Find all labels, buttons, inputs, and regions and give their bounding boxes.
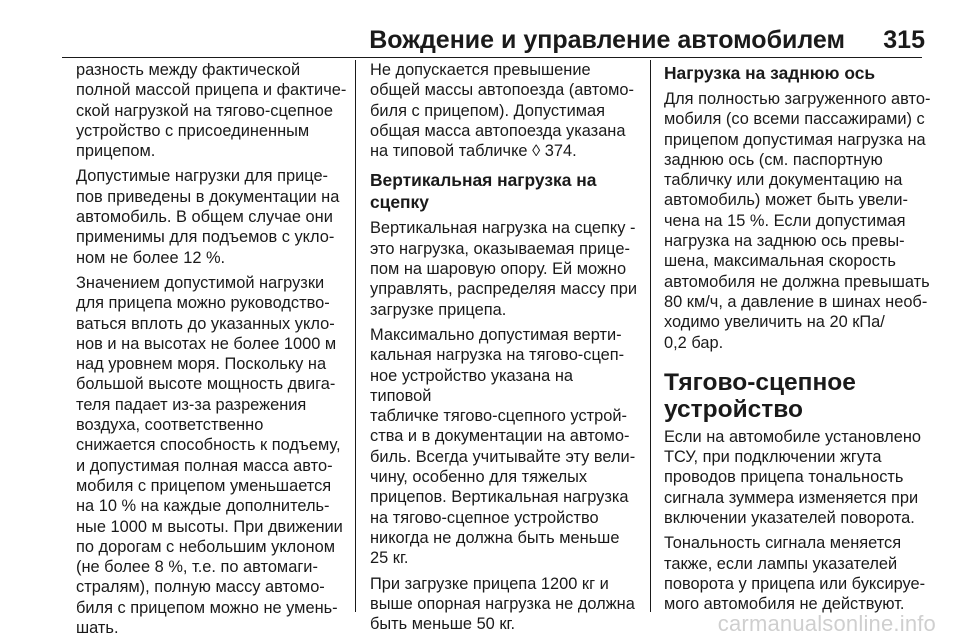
- section-heading-vertical-load: Вертикальная нагрузка на сцепку: [370, 170, 597, 213]
- column-1: [76, 60, 348, 638]
- column-divider: [355, 60, 356, 612]
- paragraph: Если на автомобиле установлено ТСУ, при подключении жгута проводов прицепа тональность сигнала зуммера изменяется при включении указателей поворота.: [664, 427, 921, 528]
- section-heading-towbar: Тягово-сцепное устройство: [664, 368, 856, 423]
- column-2: [370, 60, 638, 634]
- page-header: [0, 0, 960, 58]
- column-divider: [650, 60, 651, 612]
- column-3: [664, 60, 932, 620]
- paragraph: разность между фактической полной массой прицепа и фактиче‐ ской нагрузкой на тягово-сцепное устройство с присоединенным прицепом.: [76, 61, 347, 161]
- paragraph: При загрузке прицепа 1200 кг и выше опорная нагрузка не должна быть меньше 50 кг.: [370, 574, 635, 634]
- header-title: Вождение и управление автомобилем: [369, 26, 845, 54]
- paragraph: Не допускается превышение общей массы автопоезда (автомо‐ биля с прицепом). Допустимая общая масса автопоезда указана на типовой табличке ◊ 374.: [370, 61, 634, 161]
- paragraph: Для полностью загруженного авто‐ мобиля (со всеми пассажирами) с прицепом допустимая нагрузка на заднюю ось (см. паспортную табличку или документацию на автомобиль) может быть увели‐ чена на 15 %. Если допустимая нагрузка на заднюю ось превы‐ шена, максимальная скорость автомобиля не должна превышать 80 км/ч, а давление в шинах необ‐ ходимо увеличить на 20 кПа/ 0,2 бар.: [664, 90, 931, 352]
- page-number: 315: [883, 26, 925, 54]
- paragraph: Вертикальная нагрузка на сцепку - это нагрузка, оказываемая прице‐ пом на шаровую опору. Ей можно управлять, распределяя массу при загрузке прицепа.: [370, 219, 638, 319]
- paragraph: Тональность сигнала меняется также, если лампы указателей поворота у прицепа или буксируе‐ мого автомобиля не действуют.: [664, 534, 926, 614]
- paragraph: Значением допустимой нагрузки для прицепа можно руководство‐ ваться вплоть до указанных укло‐ нов и на высотах не более 1000 м над уровнем моря. Поскольку на большой высоте мощность двига‐ теля падает из-за разрежения воздуха, соответственно снижается способность к подъему, и допустимая полная масса авто‐ мобиля с прицепом уменьшается на 10 % на каждые дополнитель‐ ные 1000 м высоты. При движении по дорогам с небольшим уклоном (не более 8 %, т.е. по автомаги‐ стралям), полную массу автомо‐ биля с прицепом можно не умень‐ шать.: [76, 273, 343, 638]
- watermark: carmanualsonline.info: [717, 611, 936, 636]
- paragraph: Допустимые нагрузки для прице‐ пов приведены в документации на автомобиль. В общем случае они применимы для подъемов с укло‐ ном не более 12 %.: [76, 167, 340, 267]
- paragraph: Максимально допустимая верти‐ кальная нагрузка на тягово-сцеп‐ ное устройство указана на типовой табличке тягово-сцепного устрой‐ ства и в документации на автомо‐ биль. Всегда учитывайте эту вели‐ чину, особенно для тяжелых прицепов. Вертикальная нагрузка на тягово-сцепное устройство никогда не должна быть меньше 25 кг.: [370, 325, 636, 568]
- section-heading-rear-axle-load: Нагрузка на заднюю ось: [664, 63, 876, 83]
- header-rule: [62, 57, 922, 58]
